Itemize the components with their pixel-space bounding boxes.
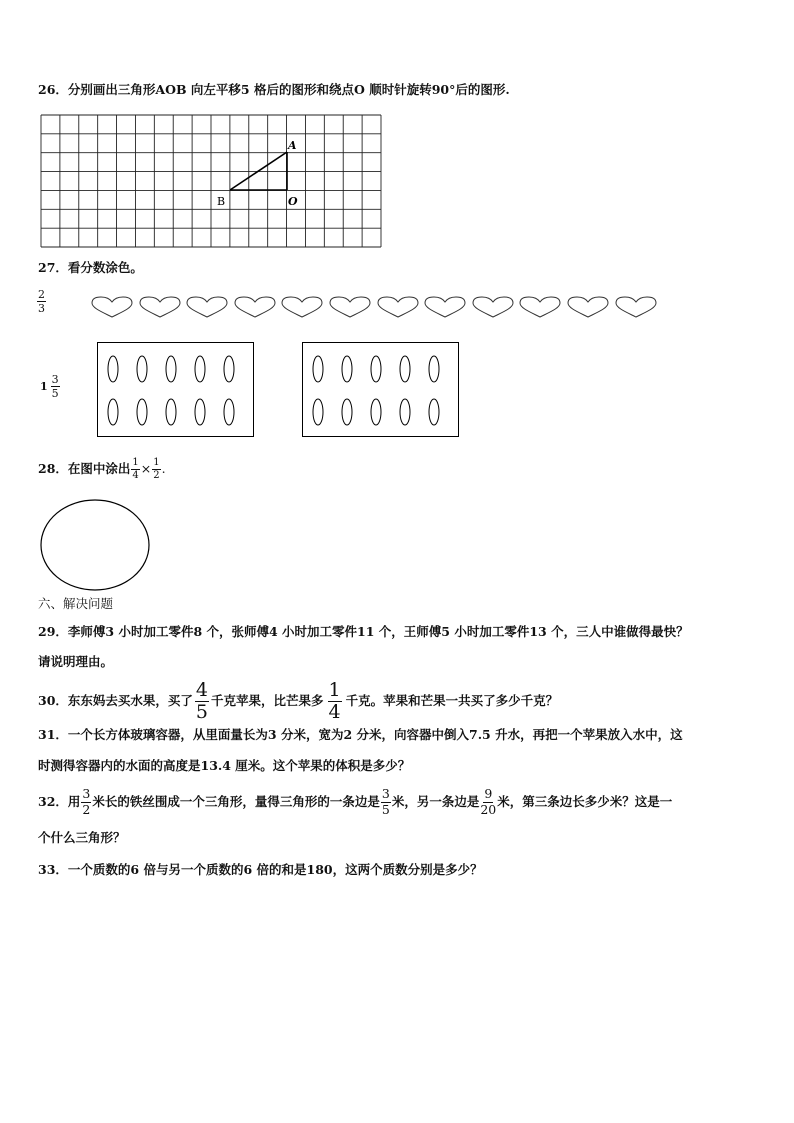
- circle-figure: [40, 500, 152, 592]
- question-number: 27．: [38, 260, 68, 275]
- heart-shape: [423, 296, 467, 318]
- question-number: 32．: [38, 793, 68, 809]
- oval-box-1: [97, 342, 254, 437]
- label-o: O: [288, 195, 298, 208]
- oval-shape: [137, 399, 147, 425]
- heart-shape: [471, 296, 515, 318]
- question-30: 30． 东东妈去买水果，买了 $\frac{4}{5}$ 千克苹果，比芒果多 $\frac{1}{4}$ 千克。苹果和芒果一共买了多少千克？: [38, 679, 559, 723]
- heart-shape: [328, 296, 372, 318]
- grid-figure: [40, 114, 382, 248]
- oval-shape: [342, 399, 352, 425]
- question-31: [38, 729, 683, 742]
- section-title: 六、解决问题: [38, 596, 114, 611]
- oval-shape: [224, 399, 234, 425]
- fraction-four-fifths: $\frac{4}{5}$: [195, 679, 209, 723]
- oval-shape: [400, 356, 410, 382]
- heart-shape: [185, 296, 229, 318]
- fraction-one-quarter: $\frac{1}{4}$: [328, 679, 341, 723]
- question-33: [38, 864, 483, 877]
- fraction-one-quarter: $\frac{1}{4}$: [132, 457, 139, 481]
- question-text: 在图中涂出: [67, 461, 131, 477]
- oval-shape: [429, 356, 439, 382]
- question-28: 28． 在图中涂出 $\frac{1}{4}$ × $\frac{1}{2}$ .: [38, 457, 166, 481]
- heart-shape: [566, 296, 610, 318]
- question-text: 一个质数的6 倍与另一个质数的6 倍的和是180，这两个质数分别是多少？: [67, 862, 483, 877]
- oval-shape: [108, 356, 118, 382]
- oval-shape: [195, 399, 205, 425]
- fraction-three-fifths: $\frac{3}{5}$: [381, 786, 390, 817]
- mixed-number: 1 $\frac{3}{5}$: [40, 373, 59, 400]
- heart-shape: [518, 296, 562, 318]
- fraction-one-half: $\frac{1}{2}$: [153, 457, 160, 481]
- question-number: 31．: [38, 727, 68, 742]
- question-32-line2: 个什么三角形？: [38, 830, 126, 845]
- heart-shape: [233, 296, 277, 318]
- oval-shape: [313, 399, 323, 425]
- oval-shape: [429, 399, 439, 425]
- question-31-line2: 时测得容器内的水面的高度是13.4 厘米。这个苹果的体积是多少？: [38, 758, 411, 773]
- question-text: 李师傅3 小时加工零件8 个，张师傅4 小时加工零件11 个，王师傅5 小时加工零件13 个，三人中谁做得最快？: [67, 624, 689, 639]
- question-number: 26．: [38, 82, 68, 97]
- heart-shape: [376, 296, 420, 318]
- oval-shape: [371, 399, 381, 425]
- question-29-line2: 请说明理由。: [38, 654, 114, 669]
- heart-shape: [614, 296, 658, 318]
- question-number: 28．: [38, 461, 68, 477]
- question-number: 29．: [38, 624, 68, 639]
- heart-shape: [280, 296, 324, 318]
- oval-shape: [313, 356, 323, 382]
- oval-shape: [371, 356, 381, 382]
- question-text: 看分数涂色。: [67, 260, 143, 275]
- question-text: 一个长方体玻璃容器，从里面量长为3 分米，宽为2 分米，向容器中倒入7.5 升水，再把一个苹果放入水中，这: [67, 727, 683, 742]
- heart-shape: [138, 296, 182, 318]
- oval-shape: [224, 356, 234, 382]
- oval-shape: [195, 356, 205, 382]
- fraction-two-thirds: $\frac{2}{3}$: [38, 288, 45, 315]
- oval-box-2: [302, 342, 459, 437]
- oval-shape: [166, 356, 176, 382]
- oval-shape: [108, 399, 118, 425]
- question-number: 30．: [38, 693, 68, 709]
- question-text: 分别画出三角形AOB 向左平移5 格后的图形和绕点O 顺时针旋转90°后的图形.: [67, 82, 510, 97]
- fraction-three-halves: $\frac{3}{2}$: [82, 786, 91, 817]
- question-number: 33．: [38, 862, 68, 877]
- label-a: A: [288, 139, 297, 152]
- fraction-nine-twentieths: $\frac{9}{20}$: [480, 786, 497, 817]
- question-32: 32． 用 $\frac{3}{2}$ 米长的铁丝围成一个三角形，量得三角形的一条边是 $\frac{3}{5}$ 米，另一条边是 $\frac{9}{20}$ 米，第三条边长多少米？这是一: [38, 786, 673, 817]
- heart-shape: [90, 296, 134, 318]
- oval-shape: [342, 356, 352, 382]
- triangle-side-ba: [230, 152, 287, 190]
- question-26: [38, 84, 510, 97]
- oval-shape: [137, 356, 147, 382]
- oval-shape: [400, 399, 410, 425]
- oval-shape: [166, 399, 176, 425]
- label-b: B: [217, 195, 226, 208]
- question-29: [38, 626, 689, 639]
- question-27: [38, 262, 143, 275]
